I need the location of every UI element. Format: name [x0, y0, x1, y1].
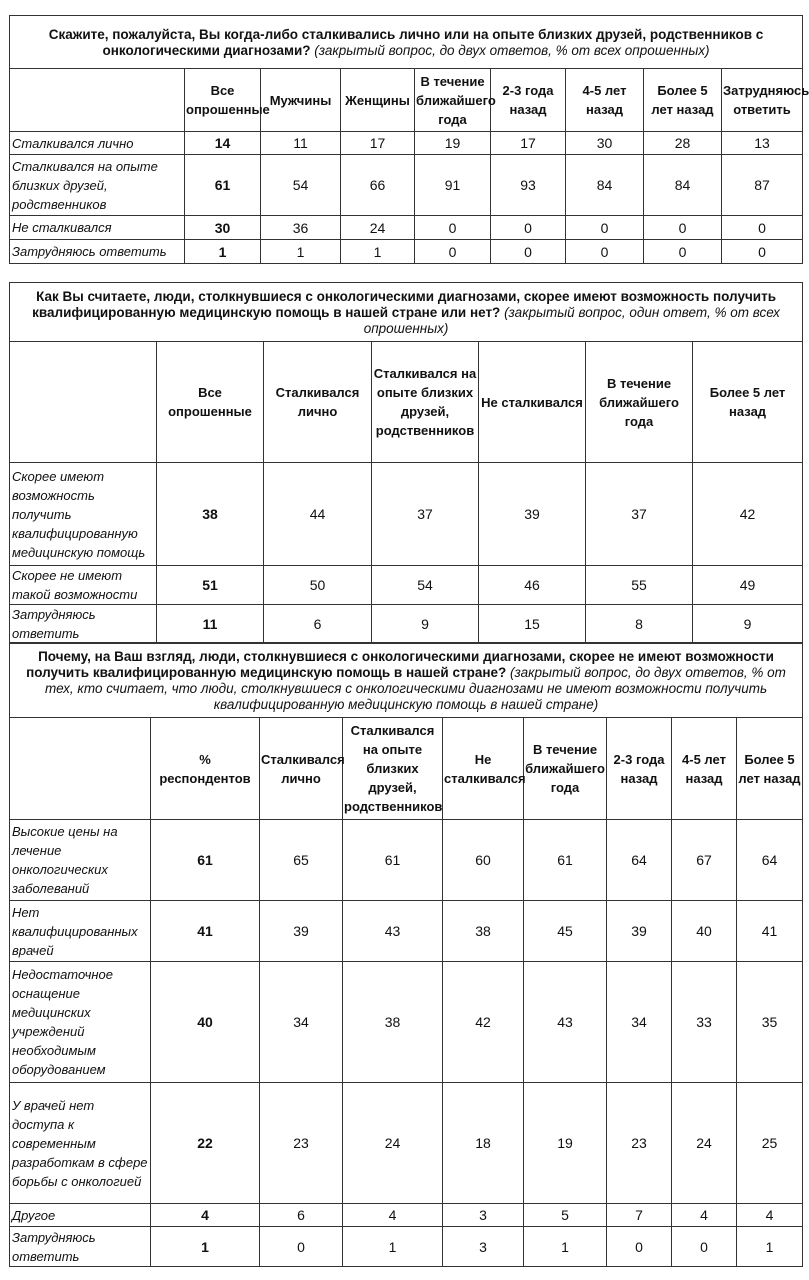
- cell-value: 4: [672, 1204, 737, 1227]
- cell-value: 66: [341, 155, 415, 216]
- cell-value: 1: [341, 240, 415, 264]
- cell-value: 30: [566, 132, 644, 155]
- column-header: В течение ближайшего года: [415, 69, 491, 132]
- cell-value: 61: [343, 820, 443, 901]
- cell-value: 0: [491, 240, 566, 264]
- table-row: [10, 962, 803, 1083]
- cell-value: 39: [260, 901, 343, 962]
- cell-value: 4: [737, 1204, 803, 1227]
- column-header: 4-5 лет назад: [566, 69, 644, 132]
- cell-value: 15: [479, 605, 586, 644]
- column-header: В течение ближайшего года: [524, 718, 607, 820]
- cell-value: 61: [524, 820, 607, 901]
- row-label: Скорее не имеют такой возможности: [10, 566, 157, 605]
- cell-value: 40: [151, 962, 260, 1083]
- cell-value: 55: [586, 566, 693, 605]
- cell-value: 67: [672, 820, 737, 901]
- row-label: Сталкивался на опыте близких друзей, родственников: [10, 155, 185, 216]
- table-row: [10, 1204, 803, 1227]
- cell-value: 0: [415, 240, 491, 264]
- cell-value: 14: [185, 132, 261, 155]
- cell-value: 9: [693, 605, 803, 644]
- cell-value: 5: [524, 1204, 607, 1227]
- cell-value: 0: [566, 216, 644, 240]
- cell-value: 19: [415, 132, 491, 155]
- cell-value: 65: [260, 820, 343, 901]
- table-row: [10, 1083, 803, 1204]
- column-header: Сталкивался лично: [260, 718, 343, 820]
- row-label: Нет квалифицированных врачей: [10, 901, 151, 962]
- table-3-title: [10, 643, 803, 718]
- cell-value: 3: [443, 1227, 524, 1267]
- cell-value: 7: [607, 1204, 672, 1227]
- table-row: [10, 1227, 803, 1267]
- cell-value: 37: [586, 463, 693, 566]
- cell-value: 33: [672, 962, 737, 1083]
- column-header: Сталкивался на опыте близких друзей, родственников: [372, 342, 479, 463]
- column-header: Все опрошенные: [185, 69, 261, 132]
- cell-value: 35: [737, 962, 803, 1083]
- row-label: Не сталкивался: [10, 216, 185, 240]
- cell-value: 41: [737, 901, 803, 962]
- cell-value: 25: [737, 1083, 803, 1204]
- cell-value: 23: [260, 1083, 343, 1204]
- row-label: Затрудняюсь ответить: [10, 240, 185, 264]
- table-row: [10, 463, 803, 566]
- cell-value: 50: [264, 566, 372, 605]
- column-header: 4-5 лет назад: [672, 718, 737, 820]
- cell-value: 40: [672, 901, 737, 962]
- cell-value: 13: [722, 132, 803, 155]
- cell-value: 42: [443, 962, 524, 1083]
- cell-value: 0: [415, 216, 491, 240]
- cell-value: 6: [264, 605, 372, 644]
- column-header: Более 5 лет назад: [737, 718, 803, 820]
- table-row: [10, 901, 803, 962]
- cell-value: 0: [722, 240, 803, 264]
- row-label: Другое: [10, 1204, 151, 1227]
- cell-value: 1: [185, 240, 261, 264]
- cell-value: 93: [491, 155, 566, 216]
- cell-value: 87: [722, 155, 803, 216]
- cell-value: 1: [261, 240, 341, 264]
- cell-value: 0: [566, 240, 644, 264]
- cell-value: 43: [524, 962, 607, 1083]
- cell-value: 37: [372, 463, 479, 566]
- cell-value: 22: [151, 1083, 260, 1204]
- table-1-question: Скажите, пожалуйста, Вы когда-либо сталкивались лично или на опыте близких друзей, родственников с онкологическими диагнозами?: [48, 27, 764, 58]
- cell-value: 24: [341, 216, 415, 240]
- column-header: 2-3 года назад: [491, 69, 566, 132]
- cell-value: 18: [443, 1083, 524, 1204]
- cell-value: 0: [644, 240, 722, 264]
- cell-value: 17: [341, 132, 415, 155]
- column-header: Сталкивался на опыте близких друзей, родственников: [343, 718, 443, 820]
- cell-value: 64: [737, 820, 803, 901]
- table-2-note: (закрытый вопрос, один ответ, % от всех опрошенных): [363, 305, 780, 336]
- cell-value: 1: [343, 1227, 443, 1267]
- cell-value: 6: [260, 1204, 343, 1227]
- row-label: Сталкивался лично: [10, 132, 185, 155]
- cell-value: 54: [372, 566, 479, 605]
- column-header: Женщины: [341, 69, 415, 132]
- column-header: В течение ближайшего года: [586, 342, 693, 463]
- cell-value: 1: [737, 1227, 803, 1267]
- table-3-note: (закрытый вопрос, до двух ответов, % от тех, кто считает, что люди, столкнувшиеся с онкологическими диагнозами не имеют возможности получить квалифицированную медицинскую помощь в нашей стране): [44, 665, 786, 712]
- row-label: Затрудняюсь ответить: [10, 1227, 151, 1267]
- column-header: Все опрошенные: [157, 342, 264, 463]
- cell-value: 24: [672, 1083, 737, 1204]
- table-1-title: [10, 16, 803, 69]
- cell-value: 24: [343, 1083, 443, 1204]
- cell-value: 54: [261, 155, 341, 216]
- column-header: Более 5 лет назад: [644, 69, 722, 132]
- cell-value: 0: [491, 216, 566, 240]
- cell-value: 11: [261, 132, 341, 155]
- table-row: [10, 240, 803, 264]
- cell-value: 43: [343, 901, 443, 962]
- table-2-question: Как Вы считаете, люди, столкнувшиеся с онкологическими диагнозами, скорее имеют возможность получить квалифицированную медицинскую помощь в нашей стране или нет?: [32, 289, 777, 320]
- cell-value: 38: [443, 901, 524, 962]
- column-header: 2-3 года назад: [607, 718, 672, 820]
- table-3-question: Почему, на Ваш взгляд, люди, столкнувшиеся с онкологическими диагнозами, скорее не имеют возможности получить квалифицированную медицинскую помощь в нашей стране?: [26, 649, 774, 680]
- cell-value: 1: [524, 1227, 607, 1267]
- table-1: [9, 15, 809, 264]
- cell-value: 45: [524, 901, 607, 962]
- row-label: У врачей нет доступа к современным разработкам в сфере борьбы с онкологией: [10, 1083, 151, 1204]
- cell-value: 28: [644, 132, 722, 155]
- cell-value: 30: [185, 216, 261, 240]
- cell-value: 39: [607, 901, 672, 962]
- cell-value: 36: [261, 216, 341, 240]
- table-2-title: [10, 283, 803, 342]
- table-row: [10, 605, 803, 644]
- cell-value: 0: [607, 1227, 672, 1267]
- cell-value: 60: [443, 820, 524, 901]
- column-header: Не сталкивался: [479, 342, 586, 463]
- cell-value: 61: [185, 155, 261, 216]
- row-label: Затрудняюсь ответить: [10, 605, 157, 644]
- cell-value: 64: [607, 820, 672, 901]
- cell-value: 23: [607, 1083, 672, 1204]
- cell-value: 8: [586, 605, 693, 644]
- cell-value: 9: [372, 605, 479, 644]
- cell-value: 4: [343, 1204, 443, 1227]
- cell-value: 39: [479, 463, 586, 566]
- cell-value: 49: [693, 566, 803, 605]
- cell-value: 11: [157, 605, 264, 644]
- cell-value: 0: [672, 1227, 737, 1267]
- table-row: [10, 820, 803, 901]
- cell-value: 61: [151, 820, 260, 901]
- row-label: Высокие цены на лечение онкологических заболеваний: [10, 820, 151, 901]
- cell-value: 42: [693, 463, 803, 566]
- cell-value: 34: [260, 962, 343, 1083]
- table-row: [10, 216, 803, 240]
- cell-value: 0: [722, 216, 803, 240]
- cell-value: 19: [524, 1083, 607, 1204]
- cell-value: 4: [151, 1204, 260, 1227]
- cell-value: 41: [151, 901, 260, 962]
- table-1-note: (закрытый вопрос, до двух ответов, % от всех опрошенных): [310, 43, 710, 58]
- table-3: [9, 642, 803, 1267]
- table-row: [10, 132, 803, 155]
- column-header: Мужчины: [261, 69, 341, 132]
- cell-value: 46: [479, 566, 586, 605]
- cell-value: 38: [157, 463, 264, 566]
- cell-value: 1: [151, 1227, 260, 1267]
- cell-value: 38: [343, 962, 443, 1083]
- column-header: Более 5 лет назад: [693, 342, 803, 463]
- cell-value: 34: [607, 962, 672, 1083]
- cell-value: 0: [644, 216, 722, 240]
- cell-value: 3: [443, 1204, 524, 1227]
- cell-value: 51: [157, 566, 264, 605]
- table-1-corner: [10, 69, 185, 132]
- row-label: Недостаточное оснащение медицинских учреждений необходимым оборудованием: [10, 962, 151, 1083]
- cell-value: 84: [566, 155, 644, 216]
- cell-value: 84: [644, 155, 722, 216]
- table-row: [10, 155, 803, 216]
- table-row: [10, 566, 803, 605]
- cell-value: 91: [415, 155, 491, 216]
- table-3-corner: [10, 718, 151, 820]
- cell-value: 17: [491, 132, 566, 155]
- table-2-corner: [10, 342, 157, 463]
- table-2: [9, 282, 803, 644]
- cell-value: 0: [260, 1227, 343, 1267]
- row-label: Скорее имеют возможность получить квалифицированную медицинскую помощь: [10, 463, 157, 566]
- column-header: % респондентов: [151, 718, 260, 820]
- cell-value: 44: [264, 463, 372, 566]
- column-header: Не сталкивался: [443, 718, 524, 820]
- column-header: Сталкивался лично: [264, 342, 372, 463]
- column-header: Затрудняюсь ответить: [722, 69, 803, 132]
